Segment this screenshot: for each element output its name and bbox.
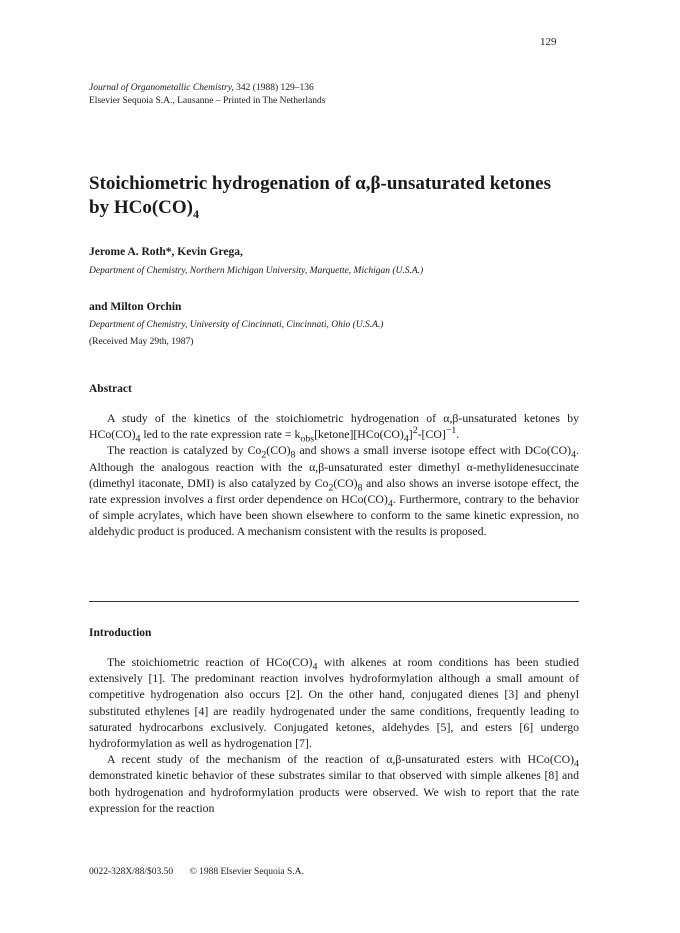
- received-date: (Received May 29th, 1987): [89, 337, 194, 347]
- author-group-2: and Milton Orchin: [89, 301, 182, 313]
- copyright: © 1988 Elsevier Sequoia S.A.: [189, 867, 304, 877]
- title-line-2: by $HCo(CO)_4$: [89, 197, 199, 221]
- introduction-paragraph-2: A recent study of the mechanism of the reaction of α,β-unsaturated esters with $HCo(CO)_4$ demonstrated kinetic behavior of these substrates similar to that observed with simple alkenes [8] and both hydrogenation and hydroformylation products were observed. We wish to report that the rate expression for the reaction: [89, 752, 579, 815]
- article-title: [89, 172, 589, 220]
- abstract-paragraph-2: The reaction is catalyzed by $Co_2(CO)_8$ and shows a small inverse isotope effect with $DCo(CO)_4$. Although the analogous reaction with the α,β-unsaturated ester dimethyl α-methylidenesuccinate (dimethyl itaconate, DMI) is also catalyzed by $Co_2(CO)_8$ and also shows an inverse isotope effect, the rate expression involves a first order dependence on $HCo(CO)_4$. Furthermore, contrary to the behavior of simple acrylates, which have been shown elsewhere to conform to the same kinetic expression, no aldehydic product is produced. A mechanism consistent with the results is proposed.: [89, 443, 579, 539]
- footer: [89, 867, 318, 877]
- abstract-heading: Abstract: [89, 383, 132, 395]
- page-number: 129: [540, 36, 557, 48]
- journal-citation: [89, 82, 325, 108]
- journal-publisher: Elsevier Sequoia S.A., Lausanne – Printed in The Netherlands: [89, 96, 326, 106]
- price-code: 0022-328X/88/$03.50: [89, 867, 174, 877]
- title-line-1: Stoichiometric hydrogenation of α,β-unsaturated ketones: [89, 173, 552, 194]
- journal-volume: 342 (1988) 129–136: [236, 83, 314, 93]
- journal-name: Journal of Organometallic Chemistry,: [89, 83, 234, 93]
- introduction-heading: Introduction: [89, 627, 152, 639]
- author-group-1: Jerome A. Roth*, Kevin Grega,: [89, 246, 243, 258]
- journal-line-1: [89, 82, 325, 95]
- affiliation-1: Department of Chemistry, Northern Michigan University, Marquette, Michigan (U.S.A.): [89, 266, 424, 276]
- abstract-paragraph-1: A study of the kinetics of the stoichiometric hydrogenation of α,β-unsaturated ketones by $HCo(CO)_4$ led to the rate expression rate = $k_{obs}[ketone][HCo(CO)_4]^2-[CO]^{-1}$.: [89, 411, 579, 445]
- introduction-paragraph-1: The stoichiometric reaction of $HCo(CO)_4$ with alkenes at room conditions has been studied extensively [1]. The predominant reaction involves hydroformylation although a small amount of competitive hydrogenation also occurs [2]. On the other hand, conjugated dienes [3] and phenyl substituted ethylenes [4] are readily hydrogenated under the same conditions, frequently leading to saturated hydrocarbons exclusively. Conjugated ketones, aldehydes [5], and esters [6] undergo hydroformylation as well as hydrogenation [7].: [89, 655, 579, 751]
- affiliation-2: Department of Chemistry, University of Cincinnati, Cincinnati, Ohio (U.S.A.): [89, 320, 384, 330]
- introduction-body: [89, 654, 579, 816]
- abstract-body: [89, 410, 579, 540]
- section-divider: [89, 601, 579, 602]
